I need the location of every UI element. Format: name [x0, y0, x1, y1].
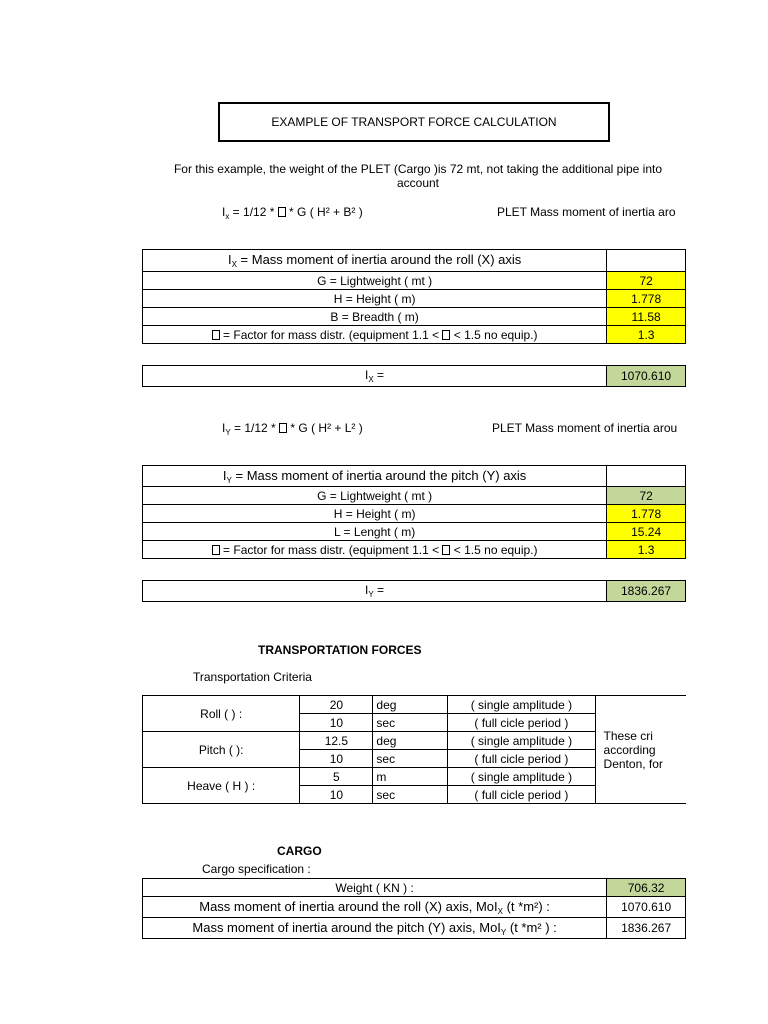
- ix-mass-note: PLET Mass moment of inertia aro: [497, 205, 676, 219]
- intro-line-2: account: [396, 176, 440, 190]
- iy-result-table: [142, 580, 686, 602]
- transport-criteria-label: Transportation Criteria: [193, 670, 312, 684]
- table-row: Pitch ( ): 12.5 deg ( single amplitude ): [143, 732, 687, 750]
- cargo-mox-value[interactable]: 1070.610: [607, 897, 686, 918]
- table-row: L = Lenght ( m) 15.24: [143, 523, 686, 541]
- beta-symbol-icon: [278, 207, 286, 217]
- table-row: Heave ( H ) : 5 m ( single amplitude ): [143, 768, 687, 786]
- iy-result-label: $I_Y$ =: [143, 581, 607, 602]
- ix-result-value[interactable]: 1070.610: [607, 366, 686, 387]
- beta-symbol-icon: [279, 423, 287, 433]
- cargo-table: [142, 878, 686, 939]
- table-row: = Factor for mass distr. (equipment 1.1 < < 1.5 no equip.) 1.3: [143, 326, 686, 344]
- iy-result-value[interactable]: 1836.267: [607, 581, 686, 602]
- heave-label: Heave ( H ) :: [143, 768, 300, 804]
- table-row: 10 sec ( full cicle period ): [143, 786, 687, 804]
- table-row: Mass moment of inertia around the pitch (Y) axis, MoI$_Y$ (t *m² ) : 1836.267: [143, 918, 686, 939]
- roll-label: Roll ( ) :: [143, 696, 300, 732]
- page-title: EXAMPLE OF TRANSPORT FORCE CALCULATION: [271, 115, 557, 129]
- table-row: Roll ( ) : 20 deg ( single amplitude ) These cri according Denton, for: [143, 696, 687, 714]
- pitch-label: Pitch ( ):: [143, 732, 300, 768]
- ix-input-table: [142, 249, 686, 344]
- ix-result-label: $I_X$ =: [143, 366, 607, 387]
- table-row: B = Breadth ( m) 11.58: [143, 308, 686, 326]
- intro-line-1: For this example, the weight of the PLET (Cargo )is 72 mt, not taking the additional pipe into: [173, 162, 663, 176]
- table-row: Weight ( KN ) : 706.32: [143, 879, 686, 897]
- table-row: G = Lightweight ( mt ) 72: [143, 487, 686, 505]
- ix-factor-value[interactable]: 1.3: [607, 326, 686, 344]
- ix-g-value[interactable]: 72: [607, 272, 686, 290]
- cargo-heading: CARGO: [277, 844, 322, 858]
- transport-heading: TRANSPORTATION FORCES: [258, 643, 422, 657]
- table-row: 10 sec ( full cicle period ): [143, 750, 687, 768]
- cargo-spec-label: Cargo specification :: [202, 862, 311, 876]
- iy-h-value[interactable]: 1.778: [607, 505, 686, 523]
- ix-formula: $I_x = 1/12$ * * G ( H² + B² ): [222, 205, 363, 221]
- cargo-moy-value[interactable]: 1836.267: [607, 918, 686, 939]
- iy-l-value[interactable]: 15.24: [607, 523, 686, 541]
- iy-input-table: [142, 465, 686, 559]
- table-row: G = Lightweight ( mt ) 72: [143, 272, 686, 290]
- iy-factor-value[interactable]: 1.3: [607, 541, 686, 559]
- transport-criteria-table: [142, 695, 686, 804]
- intro-text: [140, 162, 686, 190]
- iy-formula: $I_Y = 1/12$ * * G ( H² + L² ): [222, 421, 363, 437]
- iy-table-title: $I_Y$ = Mass moment of inertia around the pitch (Y) axis: [143, 466, 607, 487]
- table-row: = Factor for mass distr. (equipment 1.1 < < 1.5 no equip.) 1.3: [143, 541, 686, 559]
- ix-h-value[interactable]: 1.778: [607, 290, 686, 308]
- table-row: Mass moment of inertia around the roll (X) axis, MoI$_X$ (t *m²) : 1070.610: [143, 897, 686, 918]
- table-row: 10 sec ( full cicle period ): [143, 714, 687, 732]
- ix-table-title: $I_X$ = Mass moment of inertia around the roll (X) axis: [143, 250, 607, 272]
- iy-g-value[interactable]: 72: [607, 487, 686, 505]
- page-title-box: [218, 102, 610, 142]
- iy-mass-note: PLET Mass moment of inertia arou: [492, 421, 678, 435]
- table-row: H = Height ( m) 1.778: [143, 505, 686, 523]
- ix-b-value[interactable]: 11.58: [607, 308, 686, 326]
- ix-result-table: [142, 365, 686, 387]
- beta-symbol-icon: [212, 545, 220, 555]
- table-row: H = Height ( m) 1.778: [143, 290, 686, 308]
- beta-symbol-icon: [212, 330, 220, 340]
- criteria-note: These cri according Denton, for: [595, 696, 686, 804]
- cargo-weight-value[interactable]: 706.32: [607, 879, 686, 897]
